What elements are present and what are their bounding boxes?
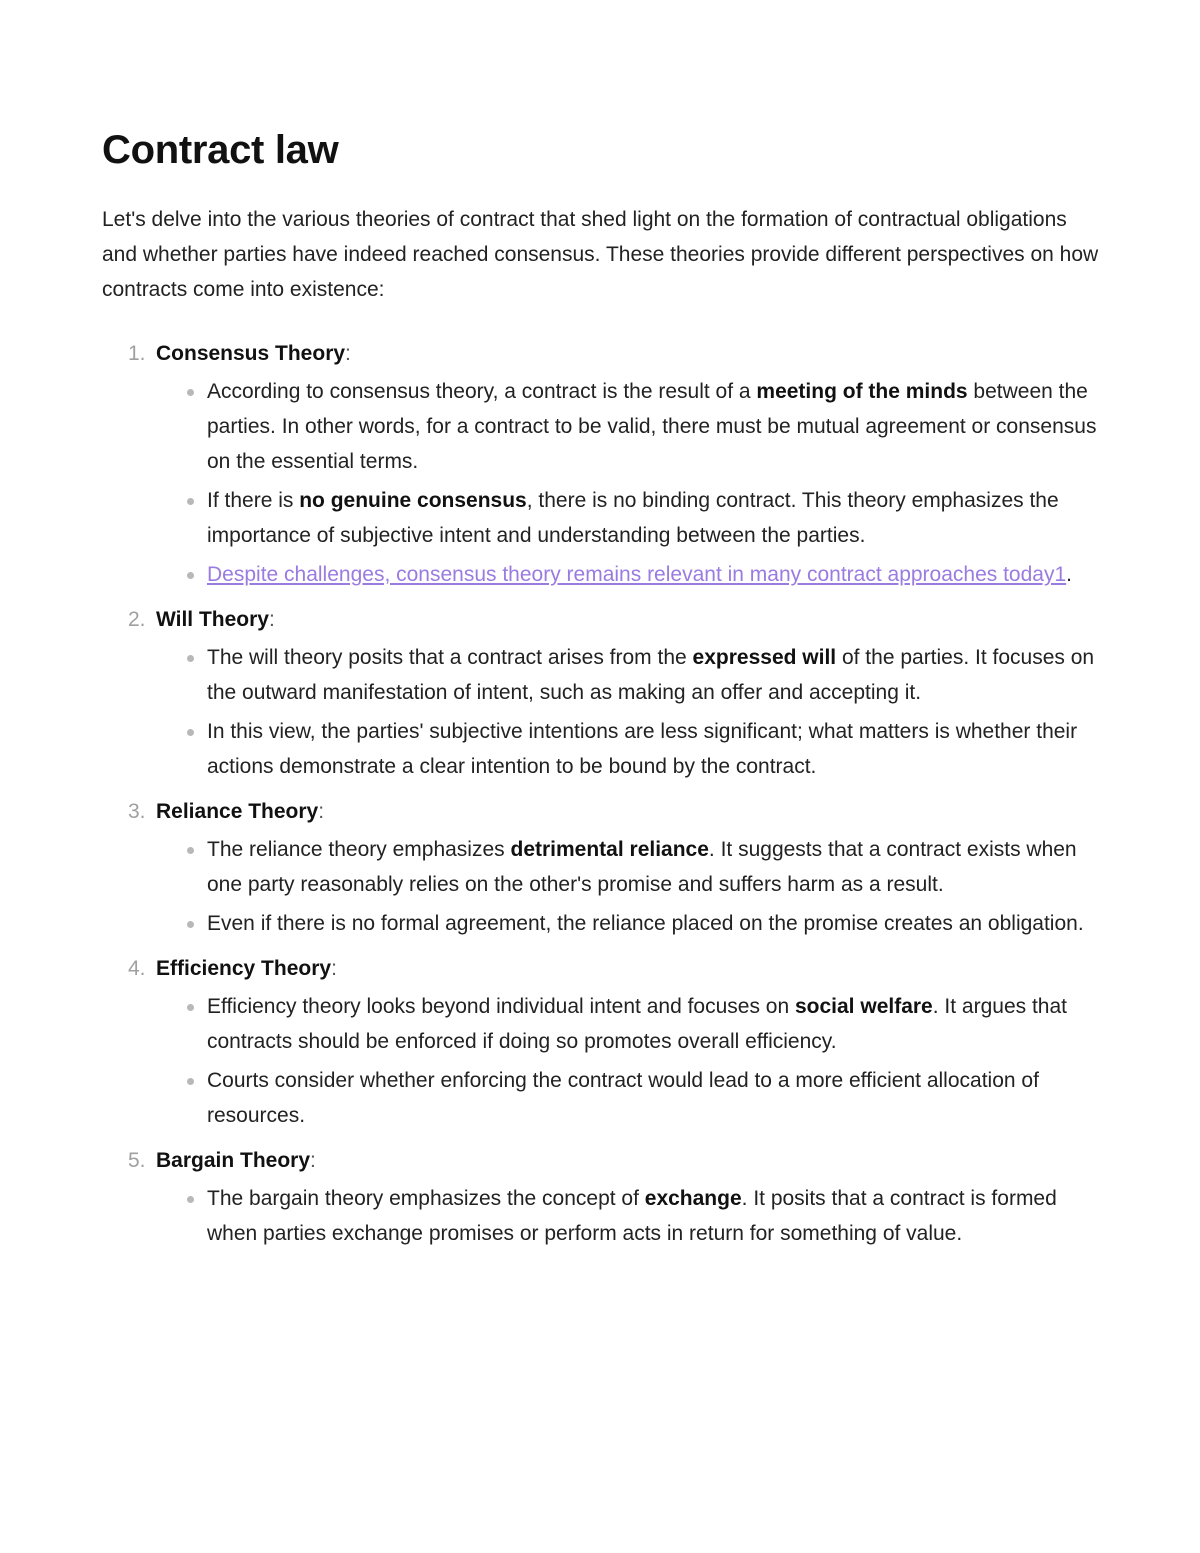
document-page bbox=[102, 124, 1102, 1261]
list-item: The will theory posits that a contract arises from the expressed will of the parties. It focuses on the outward manifestation of intent, such as making an offer and accepting it. bbox=[156, 640, 1102, 710]
list-number: 4. bbox=[128, 957, 146, 980]
list-item: Even if there is no formal agreement, the reliance placed on the promise creates an obligation. bbox=[156, 906, 1102, 941]
list-item: Efficiency theory looks beyond individual intent and focuses on social welfare. It argues that contracts should be enforced if doing so promotes overall efficiency. bbox=[156, 989, 1102, 1059]
list-number: 3. bbox=[128, 800, 146, 823]
theory-points bbox=[156, 1181, 1102, 1251]
bullet-icon bbox=[187, 1078, 194, 1085]
bullet-icon bbox=[187, 1196, 194, 1203]
theory-item-consensus: 1. Consensus Theory: According to consensus theory, a contract is the result of a meeting of the minds between the parties. In other words, for a contract to be valid, there must be mutual agreement or consensus on the essential terms. If there is no genuine consensus, there is no binding contract. This theory emphasizes the importance of subjective intent and understanding between the parties. Despite challenges, consensus theory remains relevant in many contract approaches today1. bbox=[102, 336, 1102, 592]
reference-link[interactable]: Despite challenges, consensus theory remains relevant in many contract approaches today1 bbox=[207, 563, 1067, 586]
list-item: The reliance theory emphasizes detrimental reliance. It suggests that a contract exists when one party reasonably relies on the other's promise and suffers harm as a result. bbox=[156, 832, 1102, 902]
theories-list bbox=[102, 336, 1102, 1251]
list-number: 2. bbox=[128, 608, 146, 631]
list-item: If there is no genuine consensus, there is no binding contract. This theory emphasizes the importance of subjective intent and understanding between the parties. bbox=[156, 483, 1102, 553]
list-item: According to consensus theory, a contract is the result of a meeting of the minds between the parties. In other words, for a contract to be valid, there must be mutual agreement or consensus on the essential terms. bbox=[156, 374, 1102, 479]
list-item: The bargain theory emphasizes the concept of exchange. It posits that a contract is formed when parties exchange promises or perform acts in return for something of value. bbox=[156, 1181, 1102, 1251]
page-title: Contract law bbox=[102, 128, 339, 172]
bullet-icon bbox=[187, 572, 194, 579]
list-item: Despite challenges, consensus theory remains relevant in many contract approaches today1. bbox=[156, 557, 1102, 592]
list-item: In this view, the parties' subjective intentions are less significant; what matters is whether their actions demonstrate a clear intention to be bound by the contract. bbox=[156, 714, 1102, 784]
list-number: 5. bbox=[128, 1149, 146, 1172]
theory-item-efficiency: 4. Efficiency Theory: Efficiency theory looks beyond individual intent and focuses on social welfare. It argues that contracts should be enforced if doing so promotes overall efficiency. Courts consider whether enforcing the contract would lead to a more efficient allocation of resources. bbox=[102, 951, 1102, 1133]
theory-title: Bargain Theory bbox=[156, 1149, 311, 1172]
theory-item-reliance: 3. Reliance Theory: The reliance theory emphasizes detrimental reliance. It suggests that a contract exists when one party reasonably relies on the other's promise and suffers harm as a result. Even if there is no formal agreement, the reliance placed on the promise creates an obligation. bbox=[102, 794, 1102, 941]
theory-points bbox=[156, 832, 1102, 941]
theory-title: Efficiency Theory bbox=[156, 957, 332, 980]
theory-item-will: 2. Will Theory: The will theory posits that a contract arises from the expressed will of the parties. It focuses on the outward manifestation of intent, such as making an offer and accepting it. In this view, the parties' subjective intentions are less significant; what matters is whether their actions demonstrate a clear intention to be bound by the contract. bbox=[102, 602, 1102, 784]
theory-points bbox=[156, 640, 1102, 784]
bullet-icon bbox=[187, 1004, 194, 1011]
theory-title: Will Theory bbox=[156, 608, 269, 631]
bullet-icon bbox=[187, 729, 194, 736]
theory-points bbox=[156, 374, 1102, 592]
bullet-icon bbox=[187, 921, 194, 928]
theory-title: Consensus Theory bbox=[156, 342, 346, 365]
bullet-icon bbox=[187, 655, 194, 662]
list-item: Courts consider whether enforcing the contract would lead to a more efficient allocation of resources. bbox=[156, 1063, 1102, 1133]
list-number: 1. bbox=[128, 342, 146, 365]
theory-points bbox=[156, 989, 1102, 1133]
bullet-icon bbox=[187, 389, 194, 396]
bullet-icon bbox=[187, 847, 194, 854]
theory-title: Reliance Theory bbox=[156, 800, 319, 823]
bullet-icon bbox=[187, 498, 194, 505]
intro-paragraph: Let's delve into the various theories of contract that shed light on the formation of contractual obligations and whether parties have indeed reached consensus. These theories provide different perspectives on how contracts come into existence: bbox=[102, 208, 1099, 301]
theory-item-bargain: 5. Bargain Theory: The bargain theory emphasizes the concept of exchange. It posits that a contract is formed when parties exchange promises or perform acts in return for something of value. bbox=[102, 1143, 1102, 1251]
